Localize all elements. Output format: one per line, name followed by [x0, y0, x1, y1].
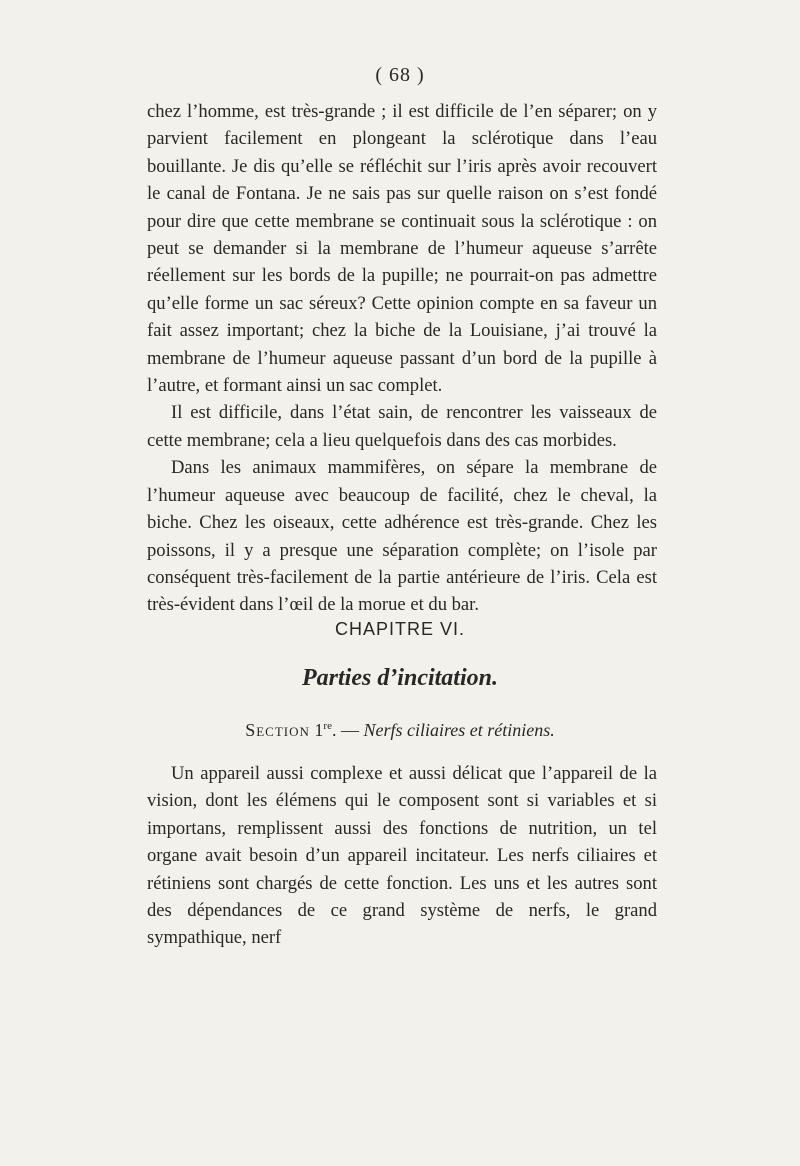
section-separator: . — — [331, 720, 359, 740]
section-ordinal: re — [323, 720, 332, 732]
chapter-subtitle: Parties d’incitation. — [301, 665, 498, 691]
chapter-title: CHAPITRE VI. — [334, 619, 466, 639]
section-heading — [0, 720, 800, 741]
paragraph: Un appareil aussi complexe et aussi délicat que l’appareil de la vision, dont les élémens qui le composent sont si variables et si importans, remplissent aussi des fonctions de nutrition, un tel organe avait besoin d’un appareil incitateur. Les nerfs ciliaires et rétiniens sont chargés de cette fonction. Les uns et les autres sont des dépendances de ce grand système de nerfs, le grand sympathique, nerf — [147, 763, 657, 949]
section-title: Nerfs ciliaires et rétiniens. — [363, 720, 555, 740]
section-number: 1 — [314, 720, 324, 740]
paragraph: Il est difficile, dans l’état sain, de rencontrer les vaisseaux de cette membrane; cela a lieu quelquefois dans des cas morbides. — [147, 402, 657, 451]
body-text — [147, 98, 657, 619]
section-label: Section — [245, 720, 310, 740]
paragraph: chez l’homme, est très-grande ; il est difficile de l’en séparer; on y parvient facilement en plongeant la sclérotique dans l’eau bouillante. Je dis qu’elle se réfléchit sur l’iris après avoir recouvert le canal de Fontana. Je ne sais pas sur quelle raison on s’est fondé pour dire que cette membrane se continuait sous la sclérotique : on peut se demander si la membrane de l’humeur aqueuse s’arrête réellement sur les bords de la pupille; ne pourrait-on pas admettre qu’elle forme un sac séreux? Cette opinion compte en sa faveur un fait assez important; chez la biche de la Louisiane, j’ai trouvé la membrane de l’humeur aqueuse passant d’un bord de la pupille à l’autre, et formant ainsi un sac complet. — [147, 101, 657, 397]
section-body — [147, 760, 657, 952]
paragraph: Dans les animaux mammifères, on sépare la membrane de l’humeur aqueuse avec beaucoup de facilité, chez le cheval, la biche. Chez les oiseaux, cette adhérence est très-grande. Chez les poissons, il y a presque une séparation complète; on l’isole par conséquent très-facilement de la partie antérieure de l’iris. Cela est très-évident dans l’œil de la morue et du bar. — [147, 457, 657, 616]
page-number: ( 68 ) — [375, 64, 425, 86]
